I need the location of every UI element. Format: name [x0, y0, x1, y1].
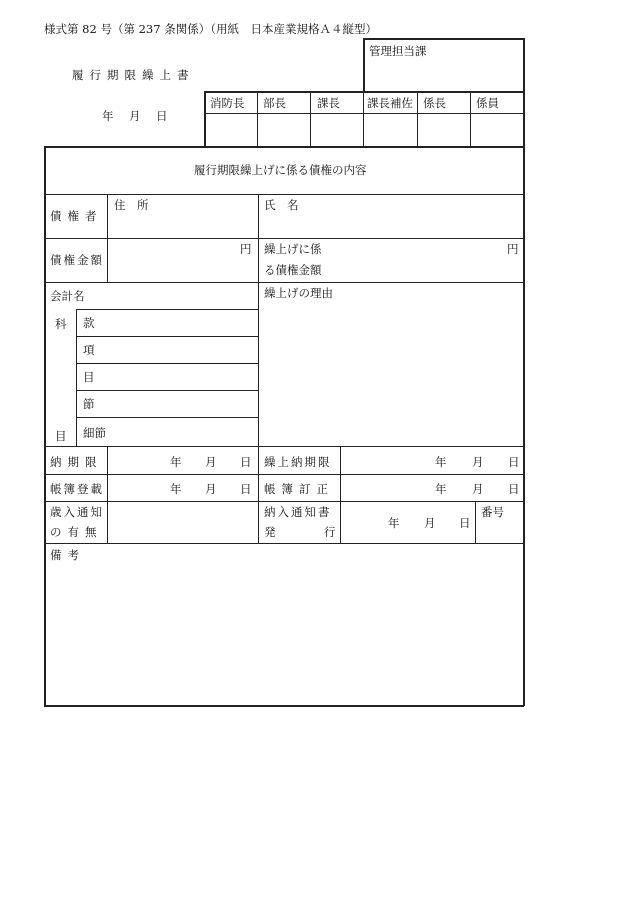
form-number: 様式第 82 号（第 237 条関係）（用紙 日本産業規格Ａ４縦型） — [44, 22, 377, 36]
notice-issue-year: 年 — [388, 516, 400, 530]
remarks-field[interactable] — [46, 566, 522, 704]
item-kou-field[interactable] — [100, 337, 257, 362]
department-label: 管理担当課 — [369, 44, 427, 58]
address-field[interactable] — [108, 212, 257, 237]
due-year: 年 — [170, 455, 182, 469]
stamp-box-director[interactable] — [258, 114, 309, 146]
reason-field[interactable] — [259, 302, 522, 445]
approval-staff: 係員 — [476, 96, 499, 110]
approval-assistant-chief: 課長補佐 — [367, 96, 413, 110]
account-name-label: 会計名 — [50, 289, 85, 303]
due-month: 月 — [205, 455, 217, 469]
item-moku-label: 目 — [83, 370, 95, 384]
item-moku-field[interactable] — [100, 364, 257, 389]
notice-number-label: 番号 — [481, 505, 504, 519]
ledger-fix-year: 年 — [435, 482, 447, 496]
ledger-fix-date-field[interactable] — [341, 475, 522, 500]
advanced-due-year: 年 — [435, 455, 447, 469]
due-date-field[interactable] — [108, 447, 257, 473]
advanced-due-day: 日 — [508, 455, 520, 469]
item-saisetsu-label: 細節 — [83, 426, 106, 440]
advanced-due-label: 繰上納期限 — [264, 455, 332, 469]
advanced-amount-label-2: る債権金額 — [264, 263, 322, 277]
frame-line — [523, 38, 525, 706]
creditor-label: 債権者 — [50, 209, 103, 223]
item-setsu-label: 節 — [83, 397, 95, 411]
stamp-box-staff[interactable] — [471, 114, 522, 146]
approval-section-chief: 課長 — [317, 96, 340, 110]
stamp-box-section-chief[interactable] — [311, 114, 362, 146]
notice-number-field[interactable] — [476, 521, 522, 542]
document-title: 履行期限繰上書 — [72, 68, 195, 82]
ledger-year: 年 — [170, 482, 182, 496]
stamp-box-assistant-chief[interactable] — [364, 114, 416, 146]
ledger-fix-label: 帳簿訂正 — [264, 482, 334, 496]
due-day: 日 — [240, 455, 252, 469]
ledger-date-field[interactable] — [108, 475, 257, 500]
approval-director: 部長 — [263, 96, 286, 110]
frame-line — [204, 91, 524, 93]
section-title: 履行期限繰上げに係る債権の内容 — [194, 163, 367, 177]
subject-label-bottom: 目 — [55, 429, 67, 443]
item-setsu-field[interactable] — [100, 391, 257, 416]
ledger-day: 日 — [240, 482, 252, 496]
frame-line — [44, 705, 524, 707]
approval-fire-chief: 消防長 — [210, 96, 245, 110]
name-field[interactable] — [259, 212, 522, 237]
item-kan-field[interactable] — [100, 310, 257, 335]
item-kan-label: 款 — [83, 316, 95, 330]
frame-line — [363, 38, 365, 92]
notice-issue-label-2b: 行 — [324, 525, 336, 539]
ledger-month: 月 — [205, 482, 217, 496]
advanced-amount-unit: 円 — [507, 242, 519, 256]
advanced-due-month: 月 — [472, 455, 484, 469]
notice-issue-label-1: 納入通知書 — [264, 505, 332, 519]
amount-label: 債権金額 — [50, 253, 104, 267]
address-label: 住 所 — [114, 198, 149, 212]
frame-line — [363, 38, 524, 40]
account-name-field[interactable] — [92, 283, 257, 308]
notice-label-2: の有無 — [50, 525, 103, 539]
subject-label-top: 科 — [55, 317, 67, 331]
notice-presence-field[interactable] — [108, 502, 257, 542]
amount-unit: 円 — [240, 242, 252, 256]
reason-label: 繰上げの理由 — [264, 286, 333, 300]
notice-issue-month: 月 — [424, 516, 436, 530]
name-label: 氏 名 — [264, 198, 299, 212]
ledger-label: 帳簿登載 — [50, 482, 104, 496]
grid-line — [44, 194, 524, 195]
advanced-amount-label-1: 繰上げに係 — [264, 242, 322, 256]
advanced-amount-field[interactable] — [330, 239, 505, 281]
notice-issue-label-2a: 発 — [264, 525, 276, 539]
item-kou-label: 項 — [83, 343, 95, 357]
stamp-box-subsection-chief[interactable] — [418, 114, 469, 146]
frame-line — [44, 146, 524, 148]
grid-line — [76, 309, 77, 446]
notice-issue-day: 日 — [459, 516, 471, 530]
notice-label-1: 歳入通知 — [50, 505, 104, 519]
remarks-label: 備考 — [50, 548, 85, 562]
date-line: 年 月 日 — [102, 109, 170, 123]
amount-field[interactable] — [108, 239, 236, 281]
approval-subsection-chief: 係長 — [423, 96, 446, 110]
grid-line — [44, 543, 524, 544]
stamp-box-fire-chief[interactable] — [205, 114, 256, 146]
advanced-due-date-field[interactable] — [341, 447, 522, 473]
notice-issue-date-field[interactable] — [341, 502, 474, 542]
ledger-fix-month: 月 — [472, 482, 484, 496]
due-label: 納期限 — [50, 455, 103, 469]
ledger-fix-day: 日 — [508, 482, 520, 496]
item-saisetsu-field[interactable] — [112, 418, 257, 445]
